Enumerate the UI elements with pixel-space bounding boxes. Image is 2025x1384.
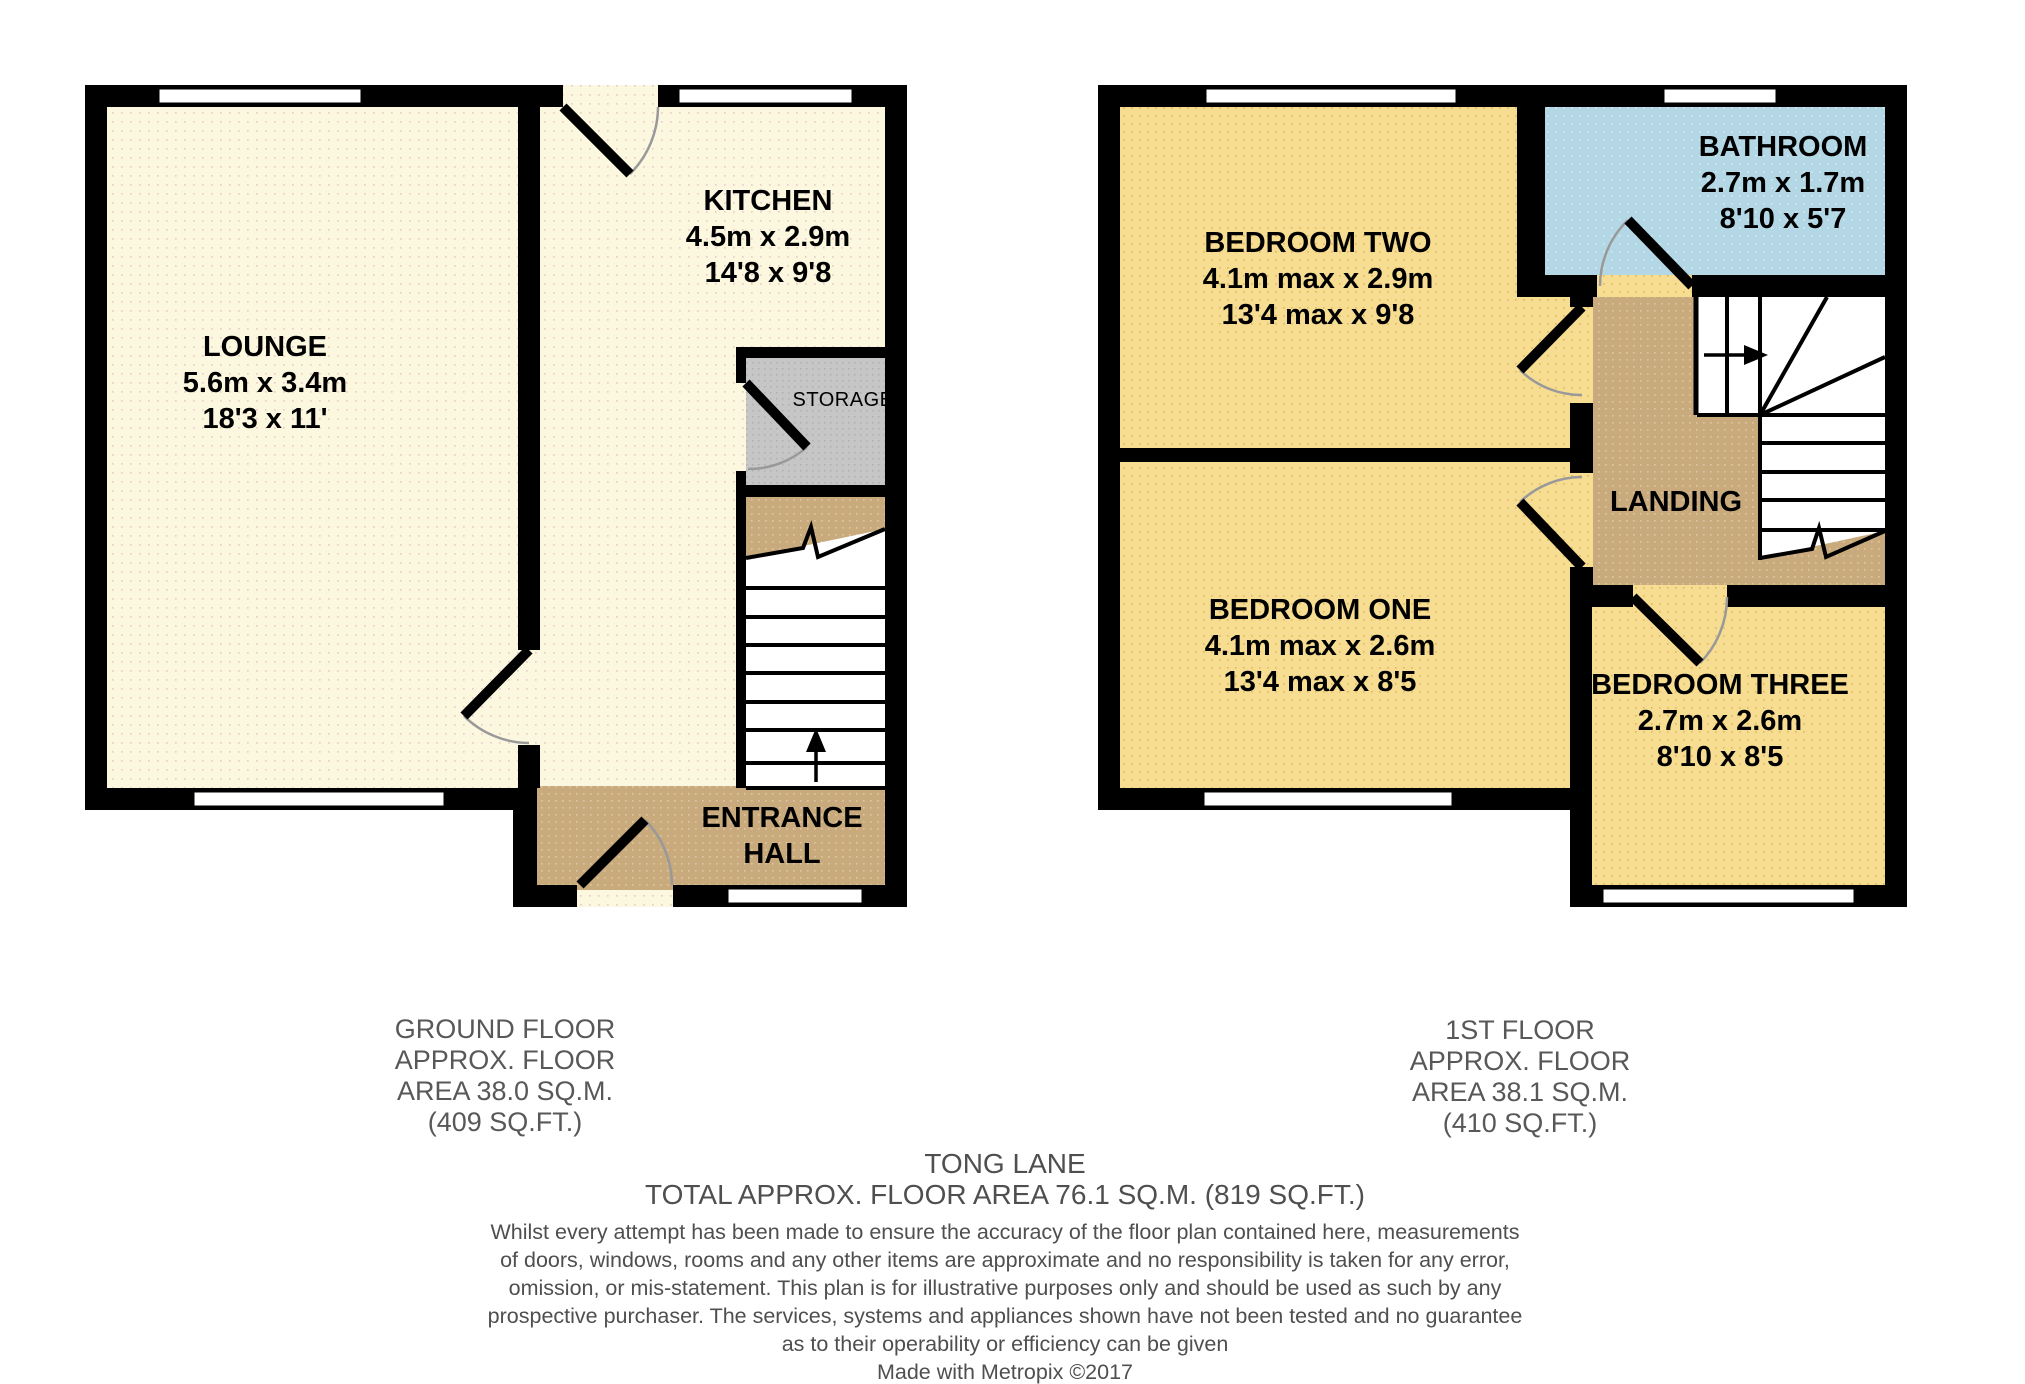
caption-line: (409 SQ.FT.) [427,1107,583,1137]
total-area: TOTAL APPROX. FLOOR AREA 76.1 SQ.M. (819 SQ.FT.) [645,1179,1365,1210]
room-name: BEDROOM ONE [1208,594,1432,626]
room-dim-metric: 4.1m max x 2.6m [1204,630,1436,662]
room-dim-imperial: 14'8 x 9'8 [704,257,832,289]
caption-line: APPROX. FLOOR [1409,1046,1631,1076]
credit-line: Made with Metropix ©2017 [876,1360,1134,1384]
room-name: ENTRANCE [701,802,863,834]
room-name: KITCHEN [703,185,833,217]
room-dim-imperial: 13'4 max x 9'8 [1221,299,1415,331]
window [1205,88,1457,104]
room-dim-imperial: 18'3 x 11' [202,403,328,435]
disclaimer-line: as to their operability or efficiency can be given [781,1332,1229,1356]
room-dim-imperial: 13'4 max x 8'5 [1223,666,1417,698]
disclaimer-line: of doors, windows, rooms and any other items are approximate and no responsibility is taken for any error, [500,1248,1510,1272]
entrance-hall-label [701,800,862,872]
room-name: BEDROOM THREE [1591,669,1849,701]
stairwell-first-column [1760,297,1885,560]
caption-line: 1ST FLOOR [1445,1015,1595,1045]
disclaimer-line: Whilst every attempt has been made to ensure the accuracy of the floor plan contained here, measurements [490,1220,1520,1244]
disclaimer-line: omission, or mis-statement. This plan is for illustrative purposes only and should be used as such by any [508,1276,1502,1300]
lounge-label [183,329,347,437]
room-dim-metric: 4.1m max x 2.9m [1202,263,1434,295]
window [1602,888,1855,904]
window [158,88,362,104]
room-name: HALL [743,838,821,870]
bedroom-three-label [1591,667,1849,775]
first-floor-caption [1410,1015,1631,1139]
window [193,791,445,807]
footer [488,1148,1523,1384]
storage-floor [746,358,885,485]
window [1203,791,1453,807]
landing-floor [1593,297,1697,585]
caption-line: AREA 38.0 SQ.M. [396,1076,614,1106]
ground-floor-caption [395,1014,616,1138]
room-dim-imperial: 8'10 x 5'7 [1719,203,1847,235]
room-dim-metric: 5.6m x 3.4m [182,367,348,399]
room-dim-imperial: 8'10 x 8'5 [1656,741,1784,773]
caption-line: APPROX. FLOOR [394,1045,616,1075]
bedroom-one-label [1205,592,1436,700]
bedroom-two-label [1203,225,1434,333]
bathroom-label [1699,129,1868,237]
room-dim-metric: 2.7m x 1.7m [1700,167,1866,199]
caption-line: GROUND FLOOR [394,1014,616,1044]
room-name: BEDROOM TWO [1204,227,1432,259]
window [1663,88,1777,104]
kitchen-label [686,183,850,291]
window [678,88,853,104]
disclaimer-line: prospective purchaser. The services, systems and appliances shown have not been tested and no guarantee [487,1304,1523,1328]
plan-title: TONG LANE [924,1148,1086,1179]
room-dim-metric: 4.5m x 2.9m [685,221,851,253]
room-name: BATHROOM [1698,131,1868,163]
room-dim-metric: 2.7m x 2.6m [1637,705,1803,737]
storage-label: STORAGE [792,389,894,411]
room-name: LOUNGE [202,331,328,363]
landing-label: LANDING [1609,486,1743,518]
window [727,888,863,904]
disclaimer [488,1218,1523,1384]
caption-line: AREA 38.1 SQ.M. [1411,1077,1629,1107]
caption-line: (410 SQ.FT.) [1442,1108,1598,1138]
